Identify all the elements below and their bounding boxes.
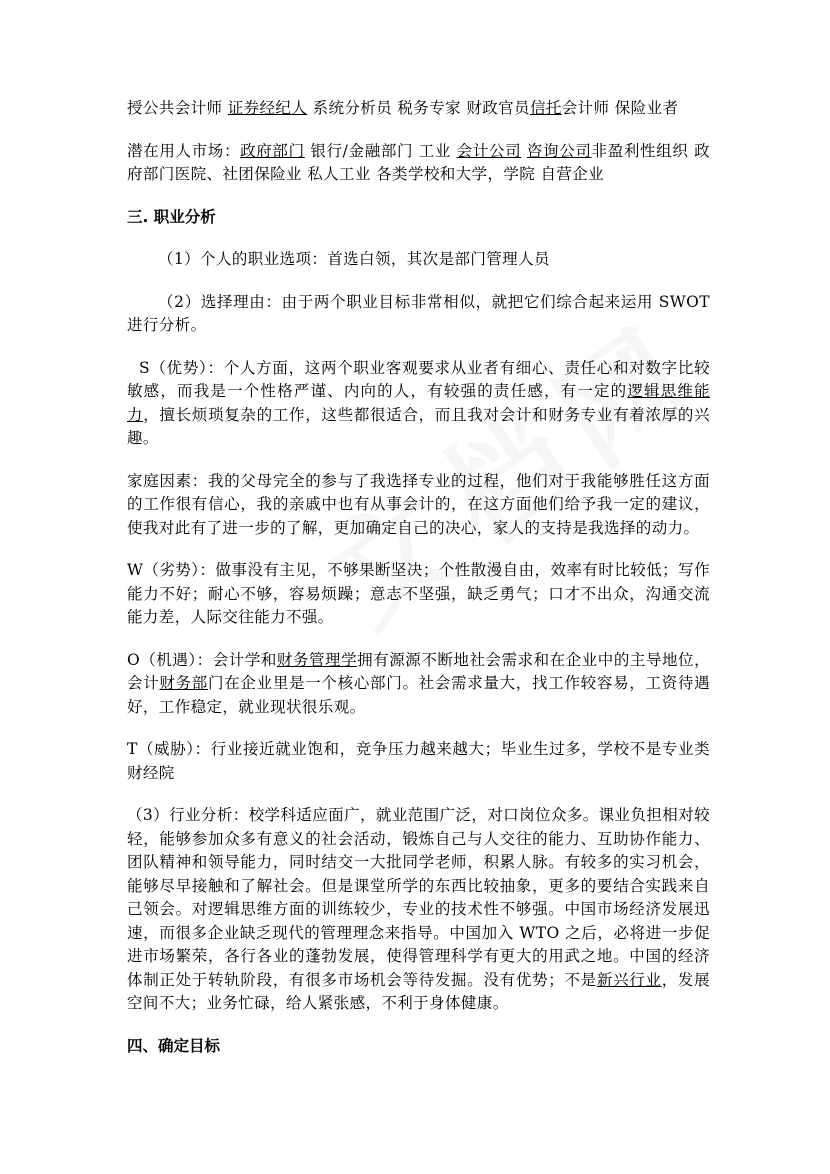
paragraph-family: 家庭因素：我的父母完全的参与了我选择专业的过程，他们对于我能够胜任这方面的工作很有信心，我的亲戚中也有从事会计的，在这方面他们给予我一定的建议，使我对此有了进一步的了解，更加确定自己的决心，家人的支持是我选择的动力。 [127,471,710,537]
link-consulting-firm[interactable]: 咨询公司 [526,141,592,160]
link-securities-broker[interactable]: 证券经纪人 [227,99,308,117]
text-span: 银行/金融部门 工业 [304,141,457,160]
heading-set-goals: 四、确定目标 [127,1036,221,1055]
link-accounting-firm[interactable]: 会计公司 [456,141,522,160]
link-emerging-industry[interactable]: 新兴行业 [596,970,662,989]
link-finance-department[interactable]: 财务部 [159,674,209,692]
paragraph-weaknesses: W（劣势）：做事没有主见，不够果断坚决；个性散漫自由，效率有时比较低；写作能力不好；耐心不够，容易烦躁；意志不坚强，缺乏勇气；口才不出众，沟通交流能力差，人际交往能力不强。 [127,561,710,626]
text-span: 会计师 保险业者 [561,99,679,117]
paragraph-job-titles [127,97,710,121]
paragraph-industry-analysis [127,804,710,1016]
text-span: 门在企业里是一个核心部门。社会需求量大，找工作较容易，工资待遇好，工作稳定，就业现状很乐观。 [127,674,710,716]
text-span: ，擅长烦琐复杂的工作，这些都很适合，而且我对会计和财务专业有着浓厚的兴趣。 [127,405,710,447]
link-logical-thinking[interactable]: 逻辑思维能力 [127,382,710,424]
paragraph-job-market [127,140,710,187]
link-government[interactable]: 政府部门 [240,141,305,160]
paragraph-threats: T（威胁）：行业接近就业饱和，竞争压力越来越大；毕业生过多，学校不是专业类财经院 [127,740,710,782]
text-span: （3）行业分析：校学科适应面广，就业范围广泛，对口岗位众多。课业负担相对较轻，能够参加众多有意义的社会活动，锻炼自己与人交往的能力、互助协作能力、团队精神和领导能力，同时结交一大批同学老师，积累人脉。有较多的实习机会，能够尽早接触和了解社会。但是课堂所学的东西比较抽象，更多的要结合实践来自己领会。对逻辑思维方面的训练较少，专业的技术性不够强。中国市场经济发展迅速，而很多企业缺乏现代的管理理念来指导。中国加入 WTO 之后，必将进一步促进市场繁荣，各行各业的蓬勃发展，使得管理科学有更大的用武之地。中国的经济体制正处于转轨阶段，有很多市场机会等待发掘。没有优势；不是 [127,806,710,989]
heading-career-analysis: 三. 职业分析 [127,207,216,226]
text-span: O（机遇）：会计学和 [127,650,277,669]
link-trust[interactable]: 信托 [529,99,562,117]
text-span: S（优势）：个人方面，这两个职业客观要求从业者有细心、责任心和对数字比较敏感，而我是一个性格严谨、内向的人，有较强的责任感，有一定的 [127,358,710,400]
paragraph-strengths [127,357,710,451]
text-span: 潜在用人市场： [127,141,241,160]
text-span: 授公共会计师 [127,99,228,117]
text-span: 系统分析员 税务专家 财政官员 [307,99,530,117]
link-financial-management[interactable]: 财务管理学 [276,650,358,669]
text-span: ，发展空间不大；业务忙碌，给人紧张感，不利于身体健康。 [127,970,710,1012]
paragraph-opportunities [127,649,710,720]
document-page [127,97,710,1077]
paragraph-reasons: （2）选择理由：由于两个职业目标非常相似，就把它们综合起来运用 SWOT 进行分析。 [127,292,710,334]
text-span: 非盈利性组织 政府部门医院、社团保险业 私人工业 各类学校和大学，学院 自营企业 [127,141,710,183]
text-span: 拥有源源不断地社会需求和在企业中的主导地位，会计 [127,650,710,692]
paragraph-career-options: （1）个人的职业选项：首选白领，其次是部门管理人员 [158,250,550,268]
